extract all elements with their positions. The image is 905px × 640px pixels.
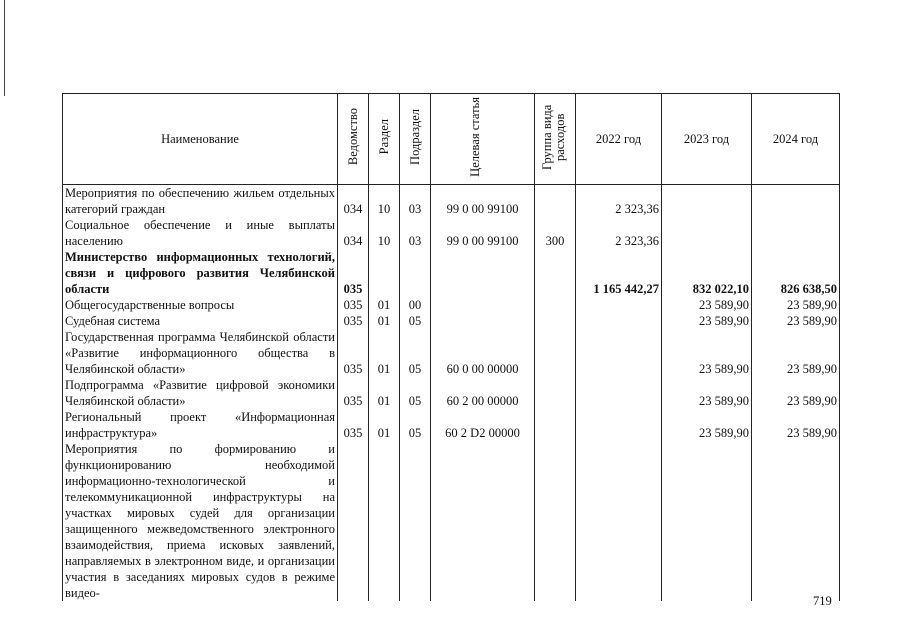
row-value-2024 bbox=[752, 441, 840, 601]
row-value-2022 bbox=[576, 409, 662, 441]
row-razdel: 10 bbox=[369, 185, 400, 218]
row-value-2023 bbox=[662, 441, 752, 601]
row-podrazdel: 03 bbox=[400, 185, 431, 218]
row-statya: 99 0 00 99100 bbox=[431, 217, 535, 249]
row-statya bbox=[431, 297, 535, 313]
header-podrazdel: Подраздел bbox=[400, 94, 431, 185]
row-podrazdel: 00 bbox=[400, 297, 431, 313]
row-name: Министерство информационных технологий, связи и цифрового развития Челябинской области bbox=[63, 249, 338, 297]
row-gruppa bbox=[535, 377, 576, 409]
row-value-2024: 23 589,90 bbox=[752, 297, 840, 313]
row-gruppa bbox=[535, 313, 576, 329]
row-value-2024: 826 638,50 bbox=[752, 249, 840, 297]
row-podrazdel: 05 bbox=[400, 377, 431, 409]
row-razdel: 01 bbox=[369, 329, 400, 377]
row-podrazdel bbox=[400, 249, 431, 297]
row-podrazdel bbox=[400, 441, 431, 601]
header-razdel: Раздел bbox=[369, 94, 400, 185]
row-value-2023 bbox=[662, 185, 752, 218]
header-2023: 2023 год bbox=[662, 94, 752, 185]
row-name: Мероприятия по формированию и функционированию необходимой информационно-технологической и телекоммуникационной инфраструктуры на участках мировых судей для организации защищенного межведомственного электронного взаимодействия, приема исковых заявлений, направляемых в электронном виде, и организации участия в заседаниях мировых судов в режиме видео- bbox=[63, 441, 338, 601]
row-statya bbox=[431, 441, 535, 601]
row-name: Государственная программа Челябинской области «Развитие информационного общества в Челябинской области» bbox=[63, 329, 338, 377]
row-vedomstvo: 035 bbox=[338, 313, 369, 329]
row-value-2023: 23 589,90 bbox=[662, 377, 752, 409]
header-2022: 2022 год bbox=[576, 94, 662, 185]
table-row bbox=[63, 297, 840, 313]
row-vedomstvo bbox=[338, 441, 369, 601]
row-razdel: 01 bbox=[369, 409, 400, 441]
row-vedomstvo: 034 bbox=[338, 217, 369, 249]
row-value-2023: 23 589,90 bbox=[662, 297, 752, 313]
row-statya: 60 0 00 00000 bbox=[431, 329, 535, 377]
row-podrazdel: 05 bbox=[400, 329, 431, 377]
table-row bbox=[63, 329, 840, 377]
row-vedomstvo: 035 bbox=[338, 377, 369, 409]
row-value-2022 bbox=[576, 313, 662, 329]
row-value-2023: 832 022,10 bbox=[662, 249, 752, 297]
header-row bbox=[63, 94, 840, 185]
row-value-2023: 23 589,90 bbox=[662, 313, 752, 329]
row-razdel: 01 bbox=[369, 297, 400, 313]
header-name: Наименование bbox=[63, 94, 338, 185]
row-value-2022 bbox=[576, 329, 662, 377]
row-name: Подпрограмма «Развитие цифровой экономики Челябинской области» bbox=[63, 377, 338, 409]
budget-table bbox=[62, 93, 840, 601]
row-vedomstvo: 035 bbox=[338, 249, 369, 297]
header-statya: Целевая статья bbox=[431, 94, 535, 185]
row-statya bbox=[431, 313, 535, 329]
scan-edge-line bbox=[4, 0, 5, 96]
row-gruppa bbox=[535, 409, 576, 441]
header-vedomstvo: Ведомство bbox=[338, 94, 369, 185]
row-vedomstvo: 035 bbox=[338, 297, 369, 313]
table-row bbox=[63, 377, 840, 409]
row-value-2024 bbox=[752, 185, 840, 218]
row-value-2023: 23 589,90 bbox=[662, 409, 752, 441]
row-name: Мероприятия по обеспечению жильем отдельных категорий граждан bbox=[63, 185, 338, 218]
row-value-2024: 23 589,90 bbox=[752, 409, 840, 441]
row-value-2023: 23 589,90 bbox=[662, 329, 752, 377]
table-row bbox=[63, 409, 840, 441]
row-value-2024: 23 589,90 bbox=[752, 329, 840, 377]
page-number: 719 bbox=[813, 594, 832, 608]
row-name: Судебная система bbox=[63, 313, 338, 329]
row-value-2024 bbox=[752, 217, 840, 249]
row-vedomstvo: 035 bbox=[338, 409, 369, 441]
row-value-2022 bbox=[576, 377, 662, 409]
header-2024: 2024 год bbox=[752, 94, 840, 185]
row-gruppa bbox=[535, 329, 576, 377]
row-value-2024: 23 589,90 bbox=[752, 377, 840, 409]
row-value-2022 bbox=[576, 297, 662, 313]
row-gruppa: 300 bbox=[535, 217, 576, 249]
row-name: Общегосударственные вопросы bbox=[63, 297, 338, 313]
table-row bbox=[63, 441, 840, 601]
row-value-2023 bbox=[662, 217, 752, 249]
row-statya: 99 0 00 99100 bbox=[431, 185, 535, 218]
row-value-2022: 2 323,36 bbox=[576, 185, 662, 218]
row-value-2022: 2 323,36 bbox=[576, 217, 662, 249]
row-value-2022 bbox=[576, 441, 662, 601]
row-gruppa bbox=[535, 185, 576, 218]
table-row bbox=[63, 217, 840, 249]
row-razdel bbox=[369, 441, 400, 601]
row-statya: 60 2 D2 00000 bbox=[431, 409, 535, 441]
row-razdel: 10 bbox=[369, 217, 400, 249]
row-gruppa bbox=[535, 249, 576, 297]
table-row bbox=[63, 185, 840, 218]
row-gruppa bbox=[535, 297, 576, 313]
row-vedomstvo: 034 bbox=[338, 185, 369, 218]
row-razdel: 01 bbox=[369, 377, 400, 409]
row-name: Региональный проект «Информационная инфраструктура» bbox=[63, 409, 338, 441]
row-name: Социальное обеспечение и иные выплаты населению bbox=[63, 217, 338, 249]
table-row bbox=[63, 313, 840, 329]
row-podrazdel: 05 bbox=[400, 409, 431, 441]
row-podrazdel: 05 bbox=[400, 313, 431, 329]
row-vedomstvo: 035 bbox=[338, 329, 369, 377]
row-razdel bbox=[369, 249, 400, 297]
row-value-2024: 23 589,90 bbox=[752, 313, 840, 329]
row-gruppa bbox=[535, 441, 576, 601]
header-gruppa: Группа вида расходов bbox=[535, 94, 576, 185]
table-row bbox=[63, 249, 840, 297]
row-statya bbox=[431, 249, 535, 297]
row-podrazdel: 03 bbox=[400, 217, 431, 249]
row-statya: 60 2 00 00000 bbox=[431, 377, 535, 409]
row-value-2022: 1 165 442,27 bbox=[576, 249, 662, 297]
row-razdel: 01 bbox=[369, 313, 400, 329]
